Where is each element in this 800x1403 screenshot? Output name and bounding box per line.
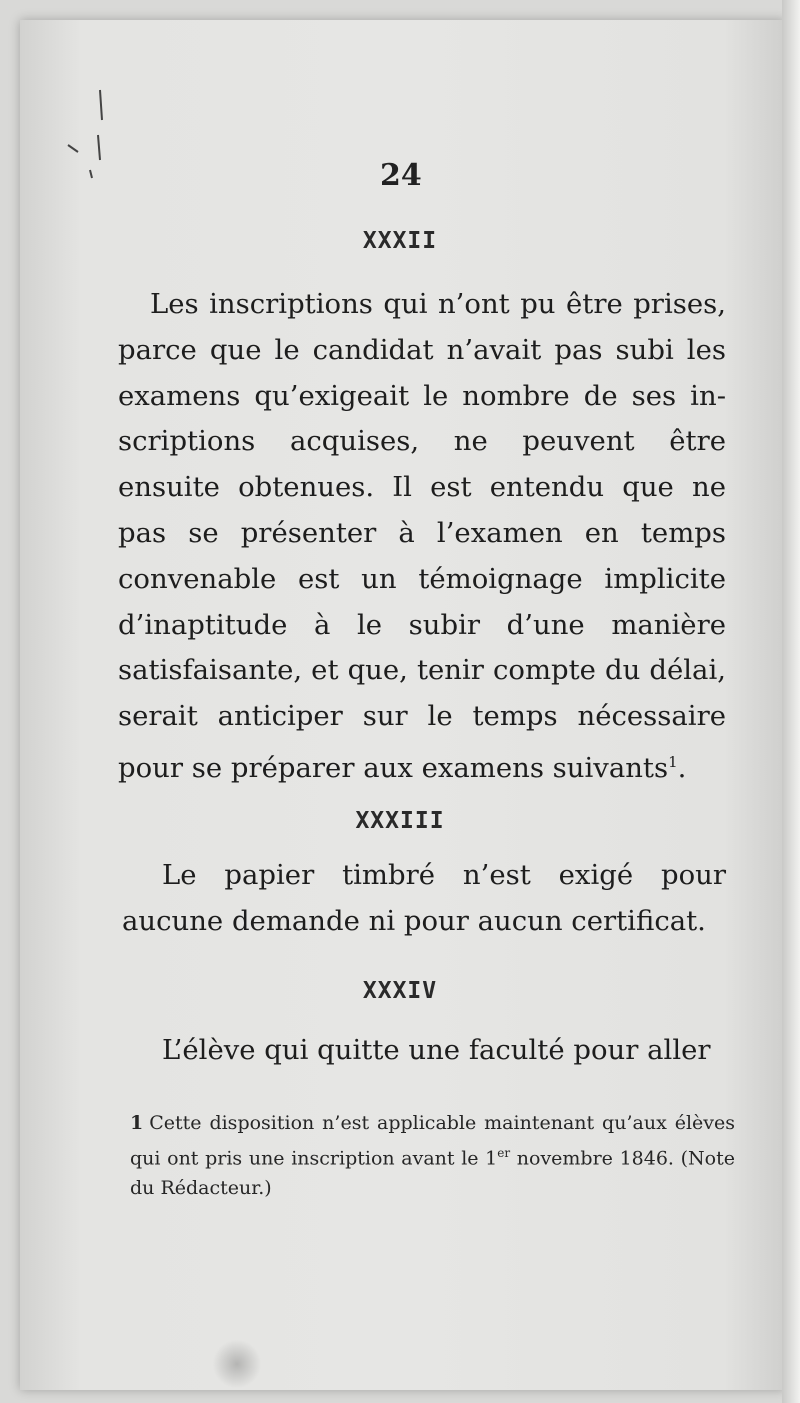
section-heading-xxxii: XXXII: [362, 228, 438, 254]
footnote-superscript: er: [497, 1146, 511, 1160]
footnote: [130, 1108, 735, 1203]
footnote-text: Cette disposition n’est applicable maintenant qu’aux élèves qui ont pris une inscription avant le 1: [130, 1112, 735, 1170]
footnote-text-end: novembre 1846. (Note du Rédacteur.): [130, 1147, 735, 1200]
footnote-marker: 1: [130, 1112, 144, 1134]
section-heading-xxxiii: XXXIII: [355, 808, 445, 834]
section-paragraph-xxxiii: [122, 853, 726, 945]
section-paragraph-xxxii: [118, 282, 726, 792]
footnote-reference: 1: [668, 752, 678, 771]
ink-stain: [212, 1340, 262, 1388]
paragraph-text: L’élève qui quitte une faculté pour aller: [162, 1034, 711, 1066]
paragraph-text: Le papier timbré n’est exigé pour aucune demande ni pour aucun certificat.: [122, 859, 726, 937]
page-edge: [782, 0, 800, 1403]
paragraph-text: Les inscriptions qui n’ont pu être prises, parce que le candidat n’avait pas subi les examens qu’exigeait le nombre de ses inscriptions acquises, ne peuvent être ensuite obtenues. Il est entendu que ne pas se présenter à l’examen en temps convenable est un témoignage implicite d’inaptitude à le subir d’une manière satisfaisante, et que, tenir compte du délai, serait anticiper sur le temps nécessaire pour se préparer aux examens suivants: [118, 288, 726, 785]
section-paragraph-xxxiv: [122, 1028, 726, 1074]
page-number: 24: [380, 158, 422, 193]
paragraph-end: .: [677, 752, 687, 785]
margin-marks: [60, 60, 108, 180]
section-heading-xxxiv: XXXIV: [362, 978, 438, 1004]
